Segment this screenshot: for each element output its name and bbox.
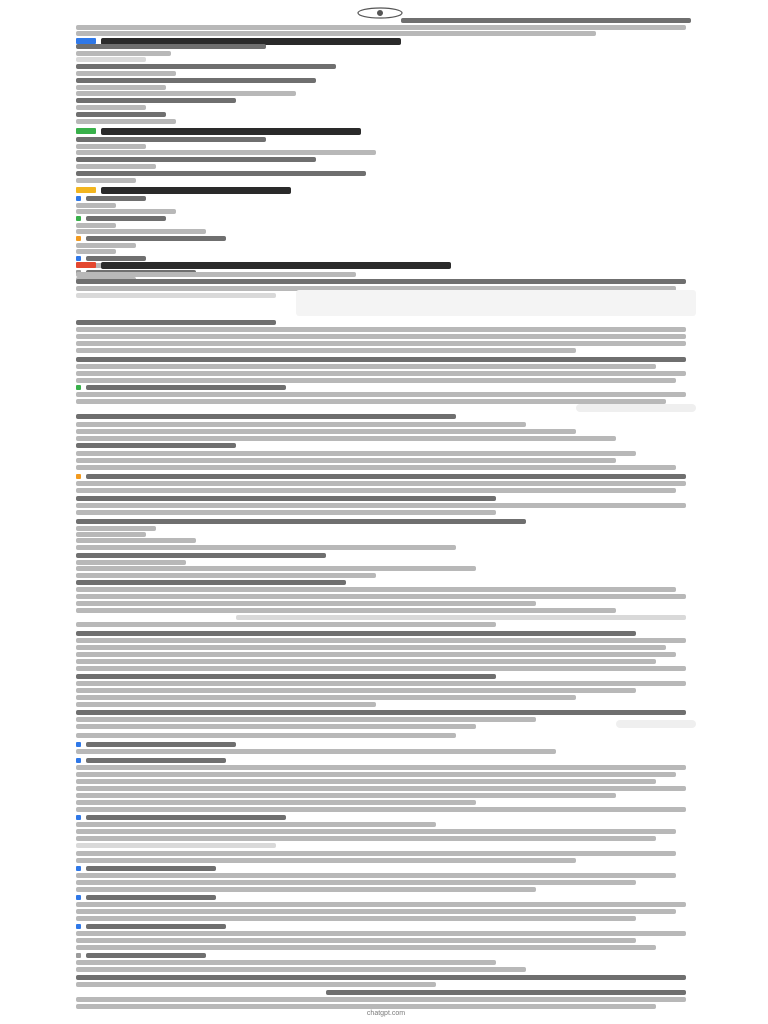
- user-message-bubble: [296, 290, 696, 316]
- section-heading-special: [76, 185, 291, 195]
- red-square-icon: [76, 262, 96, 268]
- section-heading-regular-area: [76, 126, 361, 136]
- reply-bubble-2: [616, 720, 696, 728]
- yellow-square-icon: [76, 187, 96, 193]
- green-square-icon: [76, 128, 96, 134]
- brand-logo-icon: [356, 4, 404, 16]
- document-page: [76, 0, 696, 1024]
- reply-bubble: [576, 404, 696, 412]
- footer-domain: chatgpt.com: [366, 1010, 406, 1017]
- section-heading-irregular: [76, 260, 451, 270]
